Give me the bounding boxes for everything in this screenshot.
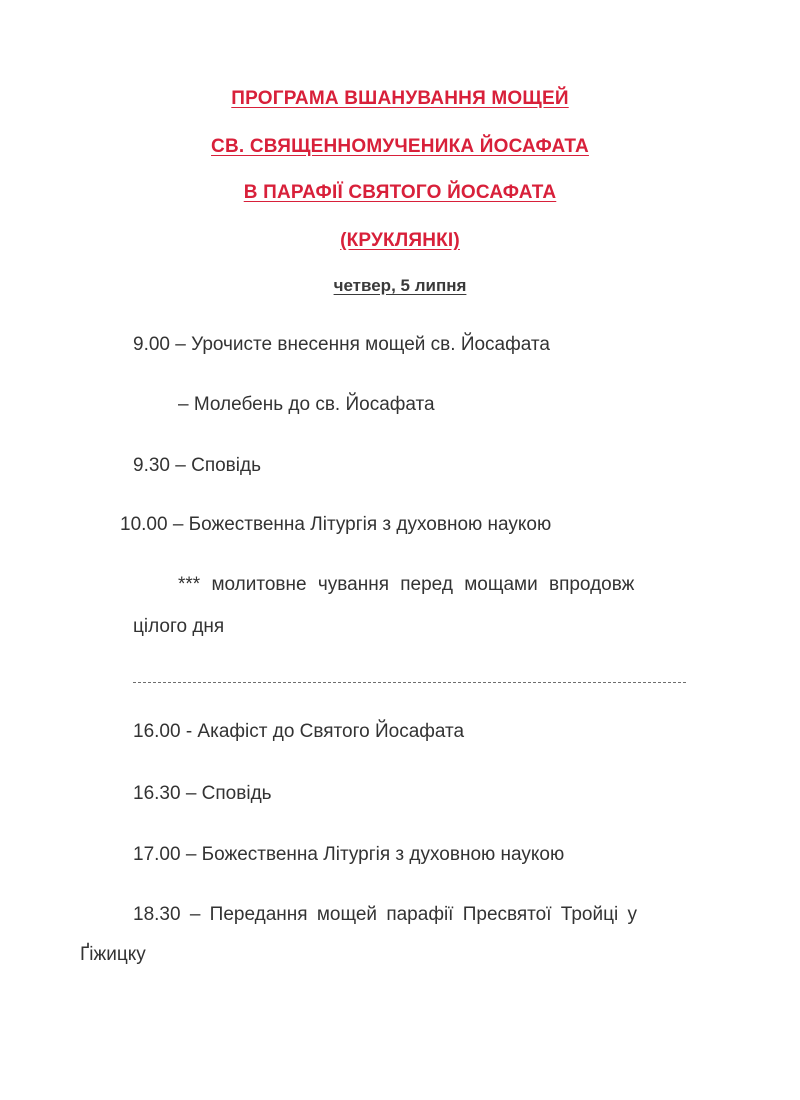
schedule-item-1700: 17.00 – Божественна Літургія з духовною наукою bbox=[133, 844, 565, 865]
title-line-4: (КРУКЛЯНКІ) bbox=[340, 230, 460, 251]
title-line-2: СВ. СВЯЩЕННОМУЧЕНИКА ЙОСАФАТА bbox=[211, 136, 589, 157]
title-line-1: ПРОГРАМА ВШАНУВАННЯ МОЩЕЙ bbox=[231, 88, 569, 109]
title-line-3: В ПАРАФІЇ СВЯТОГО ЙОСАФАТА bbox=[243, 182, 557, 203]
note-line-2: цілого дня bbox=[133, 616, 225, 637]
schedule-item-1600: 16.00 - Акафіст до Святого Йосафата bbox=[133, 721, 465, 742]
date-heading: четвер, 5 липня bbox=[333, 276, 467, 295]
schedule-item-moleben: – Молебень до св. Йосафата bbox=[178, 394, 435, 415]
section-divider bbox=[133, 682, 686, 683]
schedule-item-1000: 10.00 – Божественна Літургія з духовною наукою bbox=[120, 514, 552, 535]
schedule-item-0930: 9.30 – Сповідь bbox=[133, 455, 261, 476]
note-line-1: *** молитовне чування перед мощами впродовж bbox=[178, 574, 635, 595]
schedule-item-0900: 9.00 – Урочисте внесення мощей св. Йосафата bbox=[133, 334, 550, 355]
schedule-item-1630: 16.30 – Сповідь bbox=[133, 783, 272, 804]
schedule-item-1830-line2: Ґіжицку bbox=[80, 944, 146, 965]
schedule-item-1830-line1: 18.30 – Передання мощей парафії Пресвятої Тройці у bbox=[133, 904, 637, 925]
